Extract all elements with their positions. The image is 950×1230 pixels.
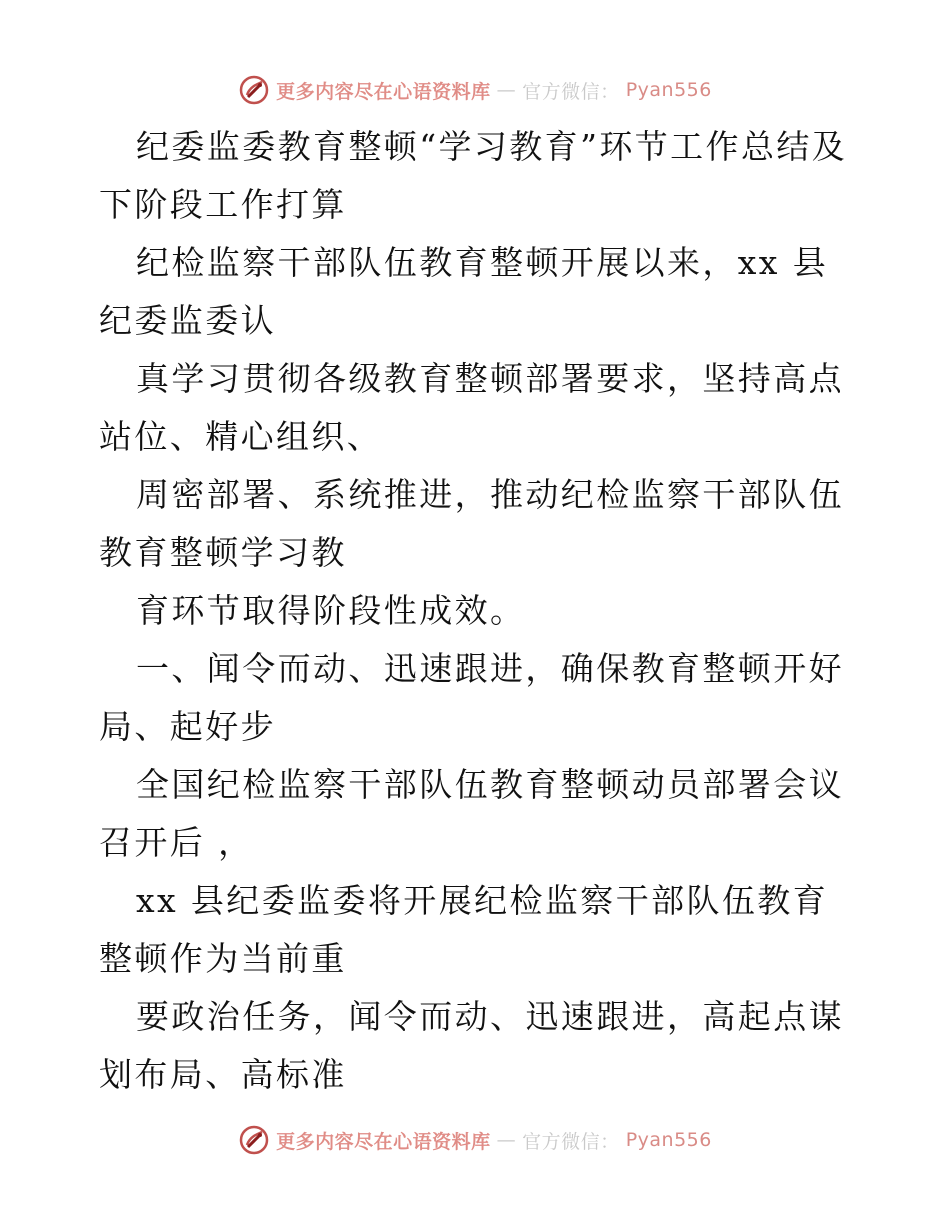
watermark-brand: 更多内容尽在心语资料库 <box>276 1130 491 1153</box>
paragraph: 纪检监察干部队伍教育整顿开展以来，xx 县纪委监委认 <box>99 243 829 340</box>
section-heading: 一、闻令而动、迅速跟进，确保教育整顿开好局、起好步 <box>99 649 844 746</box>
watermark-brand: 更多内容尽在心语资料库 <box>276 80 491 103</box>
paragraph: 要政治任务，闻令而动、迅速跟进，高起点谋划布局、高标准 <box>99 997 844 1094</box>
footer-watermark <box>0 1120 950 1160</box>
watermark-text: 官方微信： <box>522 80 620 103</box>
paragraph: xx 县纪委监委将开展纪检监察干部队伍教育整顿作为当前重 <box>99 881 829 978</box>
header-watermark <box>0 70 950 110</box>
paragraph: 育环节取得阶段性成效。 <box>136 591 526 630</box>
brand-seal-icon <box>238 1124 270 1156</box>
brand-seal-icon <box>238 74 270 106</box>
watermark-text: 官方微信： <box>522 1130 620 1153</box>
watermark-wechat-id: Pyan556 <box>625 1129 712 1151</box>
document-title: 纪委监委教育整顿“学习教育”环节工作总结及下阶段工作打算 <box>99 127 848 224</box>
watermark-wechat-id: Pyan556 <box>625 79 712 101</box>
paragraph: 周密部署、系统推进，推动纪检监察干部队伍教育整顿学习教 <box>99 475 844 572</box>
paragraph: 全国纪检监察干部队伍教育整顿动员部署会议召开后 ， <box>99 765 844 862</box>
document-body <box>99 118 859 1104</box>
paragraph: 真学习贯彻各级教育整顿部署要求，坚持高点站位、精心组织、 <box>99 359 844 456</box>
watermark-separator: — <box>496 1129 517 1151</box>
watermark-separator: — <box>496 79 517 101</box>
